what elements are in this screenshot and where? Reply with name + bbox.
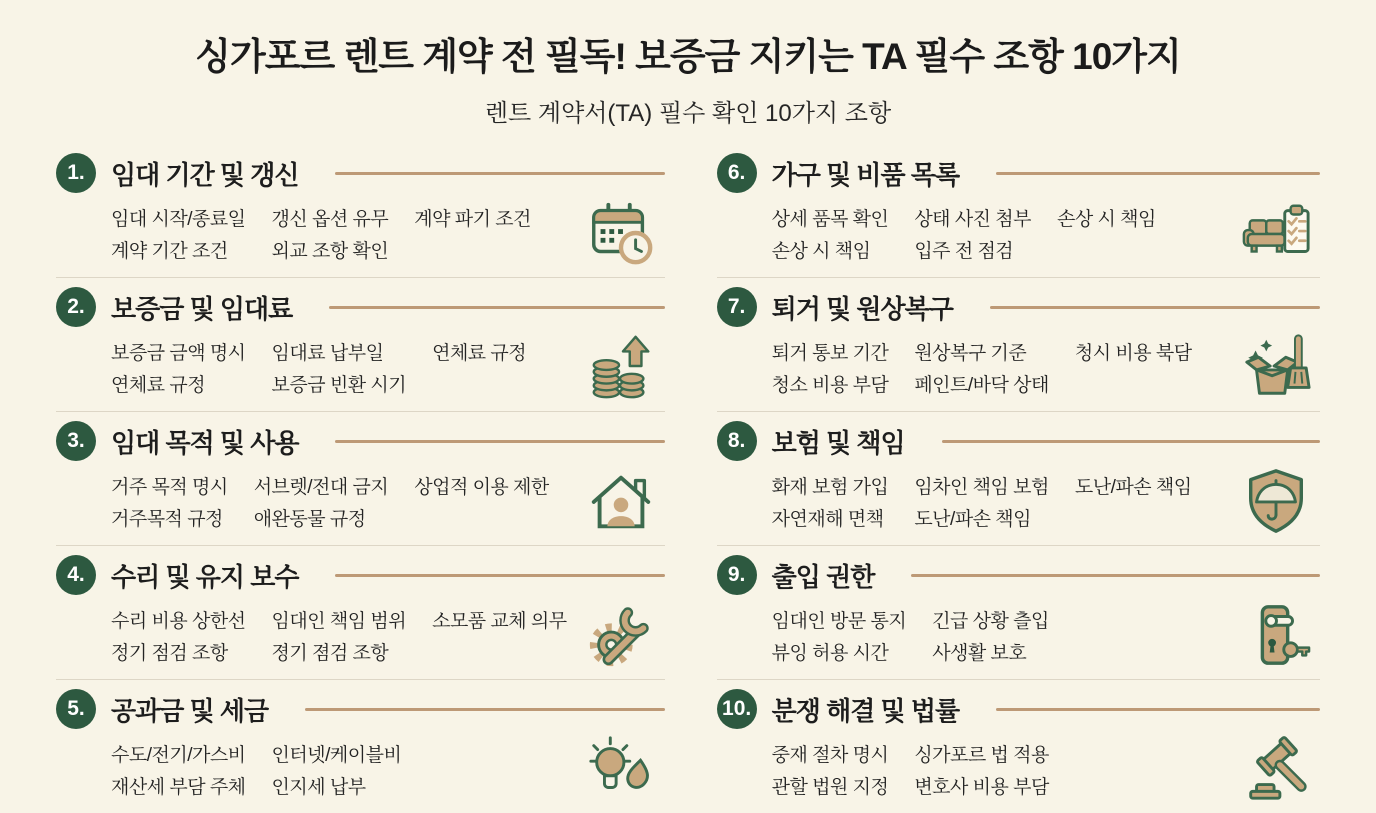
detail-text [1057, 236, 1222, 263]
title-rule [942, 440, 1320, 443]
item-number-badge: 7. [717, 287, 757, 327]
clause-item-4 [56, 546, 665, 680]
detail-text: 사생활 보호 [932, 642, 1027, 664]
clause-item-9 [717, 546, 1320, 680]
detail-text: 수도/전기/가스비 [111, 744, 246, 766]
calendar-renewal-icon [585, 197, 657, 269]
detail-text: 화재 보험 가입 [771, 476, 889, 498]
detail-text: 변호사 비용 부담 [914, 776, 1049, 798]
detail-text [414, 236, 566, 263]
detail-grid [111, 338, 567, 397]
deposit-coins-icon [577, 331, 665, 403]
item-body [56, 599, 665, 671]
detail-text: 서브렛/전대 금지 [253, 476, 389, 498]
right-column [717, 144, 1320, 813]
detail-text [1075, 370, 1222, 397]
detail-text: 임대 시작/종료일 [111, 208, 246, 230]
detail-grid [772, 338, 1222, 397]
title-rule [335, 172, 664, 175]
item-head [717, 555, 1320, 595]
item-head [717, 689, 1320, 729]
item-body [717, 465, 1320, 537]
item-head [56, 689, 665, 729]
header [0, 0, 1376, 128]
title-rule [335, 574, 664, 577]
item-body [717, 599, 1320, 671]
moveout-cleanup-icon [1232, 331, 1320, 403]
detail-text: 갱신 옵션 유무 [271, 208, 389, 230]
detail-text: 계약 기간 조건 [111, 240, 228, 262]
detail-text [1075, 638, 1222, 665]
clause-item-2 [56, 278, 665, 412]
detail-text: 보증금 금액 명시 [111, 342, 246, 364]
detail-text: 연체료 규정 [111, 374, 206, 396]
detail-text [1075, 772, 1222, 799]
title-rule [990, 306, 1320, 309]
title-rule [335, 440, 664, 443]
utilities-icon [585, 733, 657, 805]
item-title: 수리 및 유지 보수 [111, 561, 299, 592]
item-head [717, 421, 1320, 461]
item-number-badge: 8. [717, 421, 757, 461]
detail-text: 자연재해 면책 [771, 508, 884, 530]
detail-text: 입주 전 점검 [914, 240, 1014, 262]
moveout-cleanup-icon [1240, 331, 1312, 403]
detail-text [427, 772, 566, 799]
detail-text: 손상 시 책임 [771, 240, 871, 262]
detail-grid [772, 204, 1222, 263]
detail-text: 임대인 책임 범위 [271, 610, 407, 632]
item-number-badge: 1. [56, 153, 96, 193]
title-rule [996, 708, 1320, 711]
clause-item-1 [56, 144, 665, 278]
detail-text: 긴급 상황 츨입 [932, 610, 1049, 632]
detail-text [1075, 740, 1222, 767]
item-title: 임대 기간 및 갱신 [111, 159, 299, 190]
item-title: 퇴거 및 원상복구 [771, 293, 953, 324]
furniture-checklist-icon [1232, 197, 1320, 269]
item-head [717, 153, 1320, 193]
item-head [56, 421, 665, 461]
detail-text: 청시 비용 북담 [1074, 342, 1192, 364]
detail-text: 재산세 부담 주체 [111, 776, 246, 798]
detail-text: 상세 품목 확인 [771, 208, 889, 230]
calendar-renewal-icon [577, 197, 665, 269]
detail-grid [772, 606, 1222, 665]
detail-grid [111, 740, 567, 799]
item-body [717, 733, 1320, 805]
page-subtitle: 렌트 계약서(TA) 필수 확인 10가지 조항 [484, 100, 892, 127]
detail-grid [772, 740, 1222, 799]
deposit-coins-icon [585, 331, 657, 403]
item-title: 임대 목적 및 사용 [111, 427, 299, 458]
detail-text: 관할 법원 지정 [771, 776, 889, 798]
repair-tools-icon [577, 599, 665, 671]
legal-gavel-icon [1232, 733, 1320, 805]
page-title: 싱가포르 렌트 계약 전 필독! 보증금 지키는 TA 필수 조항 10가지 [195, 36, 1181, 77]
detail-text [432, 638, 567, 665]
item-head [56, 153, 665, 193]
detail-text: 청소 비용 부담 [771, 374, 889, 396]
detail-text: 연체료 규정 [432, 342, 527, 364]
detail-text: 소모품 교체 의무 [432, 610, 567, 632]
item-title: 출입 권한 [771, 561, 875, 592]
item-title: 보험 및 책임 [771, 427, 905, 458]
repair-tools-icon [585, 599, 657, 671]
clause-grid [0, 128, 1376, 813]
detail-text: 상태 사진 첨부 [914, 208, 1032, 230]
detail-text: 임대인 방문 통지 [771, 610, 907, 632]
item-number-badge: 9. [717, 555, 757, 595]
left-column [56, 144, 665, 813]
item-body [56, 465, 665, 537]
detail-text: 중재 절차 명시 [771, 744, 889, 766]
item-number-badge: 3. [56, 421, 96, 461]
detail-text: 보증금 빈환 시기 [271, 374, 407, 396]
clause-item-3 [56, 412, 665, 546]
detail-text: 거주목적 규정 [111, 508, 223, 530]
detail-grid [111, 606, 567, 665]
access-key-icon [1240, 599, 1312, 671]
detail-grid [772, 472, 1222, 531]
item-body [56, 197, 665, 269]
detail-text: 애완동물 규정 [253, 508, 366, 530]
access-key-icon [1232, 599, 1320, 671]
detail-text: 졍기 졈검 조항 [271, 642, 389, 664]
item-title: 보증금 및 임대료 [111, 293, 293, 324]
insurance-shield-icon [1232, 465, 1320, 537]
detail-text: 인지세 납부 [271, 776, 366, 798]
item-number-badge: 5. [56, 689, 96, 729]
detail-text [1075, 504, 1222, 531]
detail-grid [111, 472, 567, 531]
clause-item-10 [717, 680, 1320, 813]
house-person-icon [585, 465, 657, 537]
item-number-badge: 6. [717, 153, 757, 193]
insurance-shield-icon [1240, 465, 1312, 537]
item-head [56, 287, 665, 327]
item-number-badge: 10. [717, 689, 757, 729]
item-head [56, 555, 665, 595]
detail-text: 임대료 납부일 [271, 342, 384, 364]
detail-text: 원상복구 기준 [914, 342, 1027, 364]
detail-text: 외교 조항 확인 [271, 240, 389, 262]
item-body [717, 197, 1320, 269]
item-title: 분쟁 해결 및 법률 [771, 695, 960, 726]
detail-text: 인터넷/케이블비 [271, 744, 402, 766]
item-body [56, 733, 665, 805]
detail-text: 계약 파기 조건 [414, 208, 531, 230]
title-rule [996, 172, 1320, 175]
title-rule [305, 708, 664, 711]
item-body [56, 331, 665, 403]
clause-item-7 [717, 278, 1320, 412]
item-title: 가구 및 비품 목록 [771, 159, 960, 190]
detail-text: 퇴거 통보 기간 [771, 342, 889, 364]
detail-text: 도난/파손 책임 [914, 508, 1032, 530]
item-number-badge: 4. [56, 555, 96, 595]
legal-gavel-icon [1240, 733, 1312, 805]
detail-text [1075, 606, 1222, 633]
title-rule [911, 574, 1320, 577]
detail-text [414, 504, 566, 531]
detail-text [427, 740, 566, 767]
furniture-checklist-icon [1240, 197, 1312, 269]
item-body [717, 331, 1320, 403]
house-person-icon [577, 465, 665, 537]
item-number-badge: 2. [56, 287, 96, 327]
detail-text: 페인트/바닥 상태 [914, 374, 1049, 396]
utilities-icon [577, 733, 665, 805]
detail-text: 손상 시 책임 [1057, 208, 1156, 230]
detail-text: 상업적 이용 제한 [414, 476, 549, 498]
detail-text: 거주 목적 명시 [111, 476, 228, 498]
title-rule [329, 306, 664, 309]
clause-item-5 [56, 680, 665, 813]
item-head [717, 287, 1320, 327]
detail-grid [111, 204, 567, 263]
detail-text: 싱가포르 법 적용 [914, 744, 1049, 766]
detail-text: 임차인 책임 보험 [914, 476, 1049, 498]
detail-text: 수리 비용 상한선 [111, 610, 246, 632]
detail-text: 뷰잉 허용 시간 [771, 642, 889, 664]
detail-text: 도난/파손 책임 [1074, 476, 1192, 498]
detail-text: 정기 점검 조항 [111, 642, 228, 664]
item-title: 공과금 및 세금 [111, 695, 269, 726]
clause-item-8 [717, 412, 1320, 546]
clause-item-6 [717, 144, 1320, 278]
detail-text [432, 370, 567, 397]
